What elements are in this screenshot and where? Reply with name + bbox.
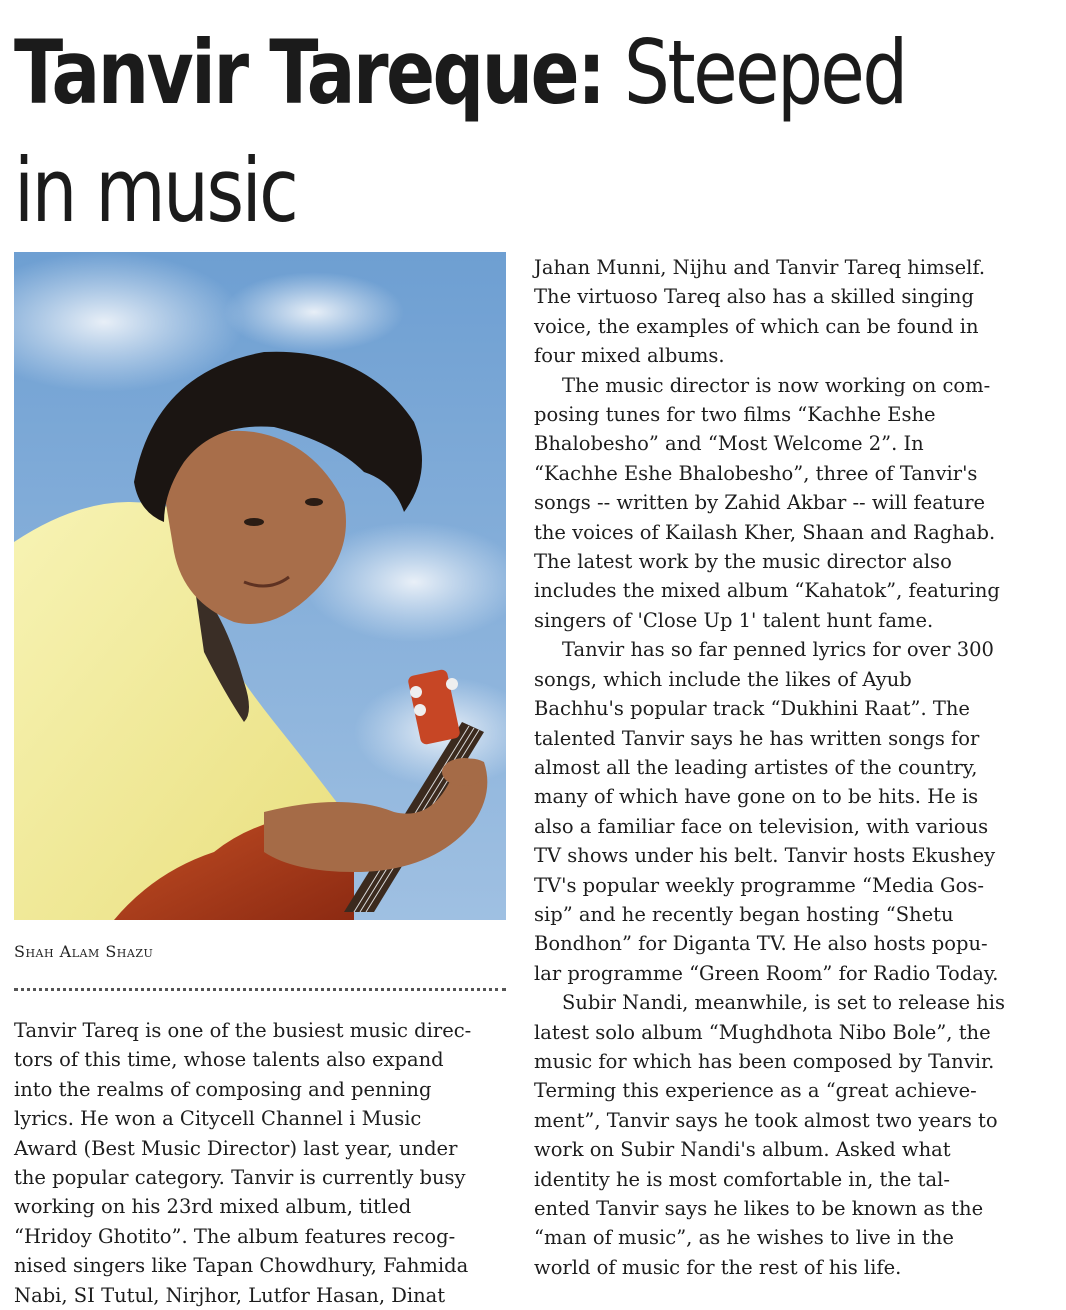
text-line: voice, the examples of which can be found in <box>534 314 979 338</box>
text-line: TV's popular weekly programme “Media Gos- <box>534 873 984 897</box>
text-line: the popular category. Tanvir is currently busy <box>14 1166 466 1190</box>
text-line: songs -- written by Zahid Akbar -- will feature <box>534 491 986 515</box>
text-line: identity he is most comfortable in, the tal- <box>534 1167 950 1191</box>
text-line: Jahan Munni, Nijhu and Tanvir Tareq himself. <box>534 256 986 279</box>
article-photo <box>14 252 506 920</box>
text-line: four mixed albums. <box>534 344 725 368</box>
article-headline <box>14 14 906 250</box>
text-line: The virtuoso Tareq also has a skilled singing <box>534 285 974 309</box>
text-line: the voices of Kailash Kher, Shaan and Raghab. <box>534 520 996 544</box>
text-line: lyrics. He won a Citycell Channel i Music <box>14 1107 422 1131</box>
text-line: latest solo album “Mughdhota Nibo Bole”, the <box>534 1020 991 1044</box>
text-line: Bachhu's popular track “Dukhini Raat”. The <box>534 697 970 721</box>
text-line: sip” and he recently began hosting “Shetu <box>534 902 954 926</box>
text-line: tors of this time, whose talents also expand <box>14 1048 444 1072</box>
text-line: many of which have gone on to be hits. He is <box>534 785 979 809</box>
headline-line-2: in music <box>14 139 297 242</box>
text-line: Terming this experience as a “great achieve- <box>534 1079 977 1103</box>
text-line: talented Tanvir says he has written songs for <box>534 726 980 750</box>
text-line: “Kachhe Eshe Bhalobesho”, three of Tanvir's <box>534 461 978 485</box>
text-line: “man of music”, as he wishes to live in the <box>534 1226 954 1250</box>
text-line: into the realms of composing and penning <box>14 1077 432 1101</box>
text-line: working on his 23rd mixed album, titled <box>14 1195 412 1219</box>
text-line: also a familiar face on television, with various <box>534 814 989 838</box>
text-line: The music director is now working on com- <box>562 373 991 397</box>
dotted-divider <box>14 988 506 991</box>
headline-line-1 <box>14 21 906 124</box>
article-column-right <box>534 253 1054 1282</box>
text-line: The latest work by the music director also <box>534 550 952 574</box>
text-line: songs, which include the likes of Ayub <box>534 667 912 691</box>
text-line: TV shows under his belt. Tanvir hosts Ekushey <box>534 844 996 868</box>
text-line: lar programme “Green Room” for Radio Today. <box>534 961 999 985</box>
photo-credit: Shah Alam Shazu <box>14 942 154 961</box>
text-line: Subir Nandi, meanwhile, is set to release his <box>562 991 1006 1015</box>
text-line: nised singers like Tapan Chowdhury, Fahmida <box>14 1254 469 1278</box>
text-line: Award (Best Music Director) last year, under <box>14 1136 458 1160</box>
text-line: world of music for the rest of his life. <box>534 1255 902 1279</box>
text-line: ment”, Tanvir says he took almost two years to <box>534 1108 998 1132</box>
text-line: Tanvir Tareq is one of the busiest music direc- <box>14 1019 472 1042</box>
text-line: “Hridoy Ghotito”. The album features recog- <box>14 1224 456 1248</box>
text-line: almost all the leading artistes of the country, <box>534 755 978 779</box>
headline-name: Tanvir Tareque: <box>14 21 604 124</box>
text-line: includes the mixed album “Kahatok”, featuring <box>534 579 1000 603</box>
cloud <box>224 272 404 352</box>
article-column-left <box>14 1016 506 1310</box>
text-line: Nabi, SI Tutul, Nirjhor, Lutfor Hasan, Dinat <box>14 1283 446 1307</box>
text-line: work on Subir Nandi's album. Asked what <box>534 1138 951 1162</box>
text-line: posing tunes for two films “Kachhe Eshe <box>534 403 936 427</box>
text-line: music for which has been composed by Tanvir. <box>534 1049 995 1073</box>
text-line: Tanvir has so far penned lyrics for over 300 <box>562 638 994 662</box>
text-line: Bondhon” for Diganta TV. He also hosts popu- <box>534 932 988 956</box>
headline-title-part-1: Steeped <box>603 21 906 124</box>
text-line: ented Tanvir says he likes to be known as the <box>534 1197 984 1220</box>
text-line: singers of 'Close Up 1' talent hunt fame. <box>534 608 934 632</box>
musician-photo-illustration <box>14 252 506 920</box>
text-line: Bhalobesho” and “Most Welcome 2”. In <box>534 432 924 456</box>
